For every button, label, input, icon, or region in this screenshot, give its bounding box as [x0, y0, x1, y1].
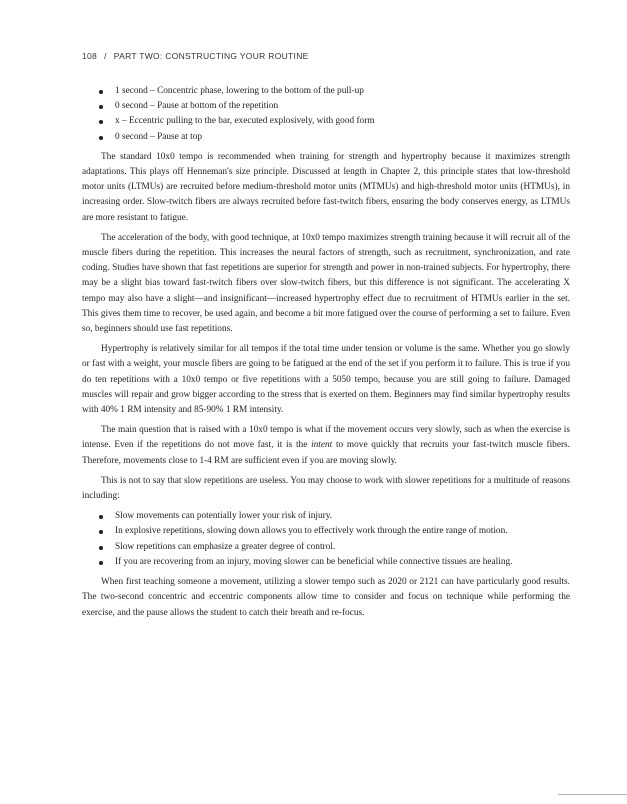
tempo-list	[82, 84, 570, 145]
running-header	[82, 51, 309, 61]
list-item: Slow movements can potentially lower your risk of injury.	[82, 509, 570, 524]
bullet-icon	[99, 136, 103, 140]
list-item: In explosive repetitions, slowing down allows you to effectively work through the entire range of motion.	[82, 524, 570, 539]
reasons-list	[82, 509, 570, 570]
list-item: x – Eccentric pulling to the bar, executed explosively, with good form	[82, 114, 570, 129]
paragraph: Hypertrophy is relatively similar for all tempos if the total time under tension or volume is the same. Whether you go slowly or fast with a weight, your muscle fibers are going to be fatigued at the end of the set if you perform it to failure. This is true if you do ten repetitions with a 10x0 tempo or five repetitions with a 5050 tempo, because you are still going to failure. Damaged muscles will repair and grow bigger according to the stress that is exerted on them. Beginners may find similar hypertrophy results with 40% 1 RM intensity and 85-90% 1 RM intensity.	[82, 344, 570, 416]
list-item: 0 second – Pause at top	[82, 130, 570, 145]
page-edge-divider	[558, 794, 627, 795]
list-item: 0 second – Pause at bottom of the repetition	[82, 99, 570, 114]
list-item: 1 second – Concentric phase, lowering to the bottom of the pull-up	[82, 84, 570, 99]
paragraph: The main question that is raised with a 10x0 tempo is what if the movement occurs very slowly, such as when the exercise is intense. Even if the repetitions do not move fast, it is the intent to move quickly that recruits your fast-twitch muscle fibers. Therefore, movements close to 1-4 RM are sufficient even if you are moving slowly.	[82, 425, 570, 466]
bullet-icon	[99, 530, 103, 534]
page-number: 108	[82, 51, 98, 61]
bullet-icon	[99, 546, 103, 550]
paragraph: The standard 10x0 tempo is recommended when training for strength and hypertrophy because it maximizes strength adaptations. This plays off Henneman's size principle. Discussed at length in Chapter 2, this principle states that low-threshold motor units (LTMUs) are recruited before medium-threshold motor units (MTMUs) and high-threshold motor units (HTMUs), in increasing order. Slow-twitch fibers are always recruited before fast-twitch fibers, ensuring the body conserves energy, as LTMUs are more resistant to fatigue.	[82, 151, 570, 223]
bullet-icon	[99, 515, 103, 519]
list-item: If you are recovering from an injury, moving slower can be beneficial while connective tissues are healing.	[82, 555, 570, 570]
bullet-icon	[99, 561, 103, 565]
paragraph: The acceleration of the body, with good technique, at 10x0 tempo maximizes strength training because it will recruit all of the muscle fibers during the repetition. This increases the neural factors of strength, such as recruitment, synchronization, and rate coding. Studies have shown that fast repetitions are superior for strength and power in non-trained subjects. For hypertrophy, there may be a slight bias toward fast-twitch fibers over slow-twitch fibers, but this difference is not significant. The accelerating X tempo may also have a slight—and insignificant—increased hypertrophy effect due to recruitment of HTMUs earlier in the set. This gives them time to recover, be used again, and become a bit more fatigued over the course of performing a set to failure. Even so, beginners should use fast repetitions.	[82, 232, 570, 335]
bullet-icon	[99, 120, 103, 124]
bullet-icon	[99, 90, 103, 94]
bullet-icon	[99, 105, 103, 109]
list-item: Slow repetitions can emphasize a greater degree of control.	[82, 540, 570, 555]
paragraph: When first teaching someone a movement, utilizing a slower tempo such as 2020 or 2121 can have particularly good results. The two-second concentric and eccentric components allow time to consider and focus on technique while performing the exercise, and the pause allows the student to catch their breath and re-focus.	[82, 577, 570, 618]
body-text	[82, 84, 570, 626]
paragraph: This is not to say that slow repetitions are useless. You may choose to work with slower repetitions for a multitude of reasons including:	[82, 475, 570, 502]
section-title: PART TWO: CONSTRUCTING YOUR ROUTINE	[113, 51, 309, 61]
header-separator: /	[104, 51, 107, 61]
emphasis-text: intent	[311, 440, 333, 451]
